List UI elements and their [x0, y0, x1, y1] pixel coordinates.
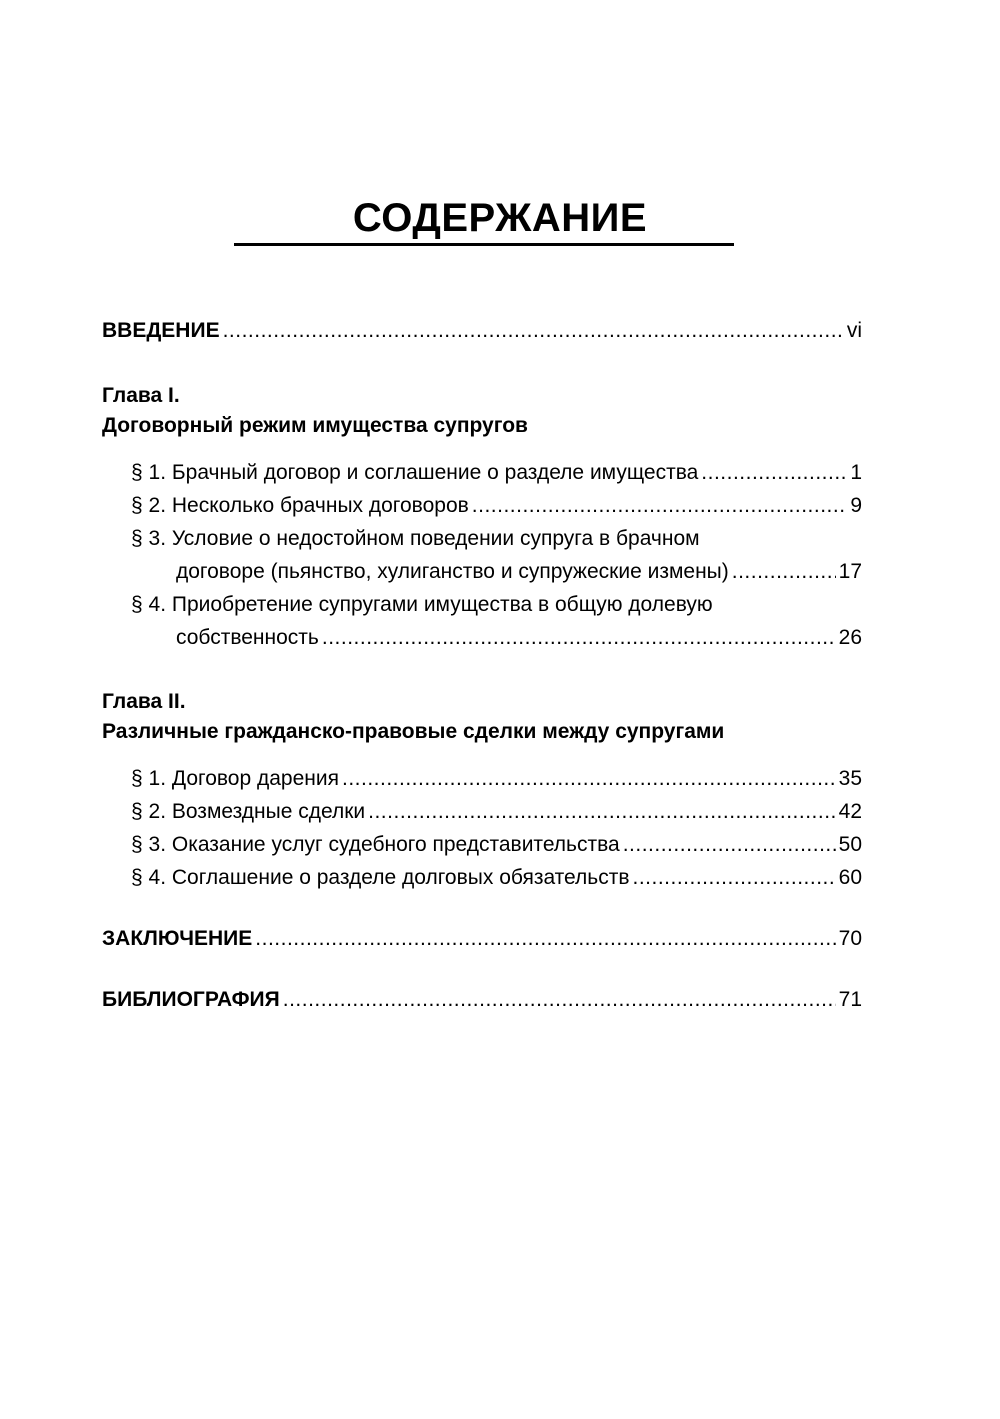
- toc-entry-ch1-s1[interactable]: [131, 458, 862, 488]
- toc-page-number: 17: [838, 560, 862, 583]
- toc-entry-ch2-s2[interactable]: [131, 797, 862, 827]
- dot-leader: [472, 491, 848, 521]
- toc-page-number: 26: [838, 626, 862, 649]
- dot-leader: [322, 623, 836, 653]
- toc-entry-label: ВВЕДЕНИЕ: [102, 319, 220, 342]
- toc-page-number: 50: [838, 833, 862, 856]
- chapter-1-title: Договорный режим имущества супругов: [102, 414, 528, 437]
- toc-entry-label: § 4. Соглашение о разделе долговых обязательств: [131, 866, 630, 889]
- dot-leader: [368, 797, 836, 827]
- dot-leader: [342, 764, 836, 794]
- chapter-1-number: Глава I.: [102, 384, 180, 407]
- title-underline: [234, 243, 734, 246]
- dot-leader: [223, 316, 844, 346]
- chapter-2-number: Глава II.: [102, 690, 186, 713]
- toc-entry-ch1-s4-line1[interactable]: § 4. Приобретение супругами имущества в общую долевую: [131, 593, 713, 616]
- toc-entry-ch1-s3-line1[interactable]: § 3. Условие о недостойном поведении супруга в брачном: [131, 527, 700, 550]
- toc-entry-ch2-s3[interactable]: [131, 830, 862, 860]
- toc-entry-ch2-s4[interactable]: [131, 863, 862, 893]
- dot-leader: [623, 830, 836, 860]
- dot-leader: [701, 458, 847, 488]
- toc-entry-label: собственность: [176, 626, 319, 649]
- toc-entry-label: § 3. Оказание услуг судебного представительства: [131, 833, 620, 856]
- toc-entry-label: БИБЛИОГРАФИЯ: [102, 988, 280, 1011]
- toc-entry-label: § 2. Возмездные сделки: [131, 800, 366, 823]
- dot-leader: [633, 863, 836, 893]
- toc-entry-conclusion[interactable]: [102, 924, 862, 954]
- toc-page-number: 1: [850, 461, 862, 484]
- toc-page-number: 60: [838, 866, 862, 889]
- toc-entry-bibliography[interactable]: [102, 985, 862, 1015]
- toc-entry-ch1-s2[interactable]: [131, 491, 862, 521]
- toc-entry-label: § 1. Договор дарения: [131, 767, 339, 790]
- toc-entry-label: § 1. Брачный договор и соглашение о разделе имущества: [131, 461, 699, 484]
- dot-leader: [732, 557, 836, 587]
- toc-entry-label: ЗАКЛЮЧЕНИЕ: [102, 927, 253, 950]
- toc-page-number: 42: [838, 800, 862, 823]
- toc-page-number: 9: [850, 494, 862, 517]
- page-title: СОДЕРЖАНИЕ: [352, 196, 648, 240]
- toc-entry-ch1-s3[interactable]: [176, 557, 862, 587]
- toc-page-number: vi: [846, 319, 862, 342]
- toc-entry-label: договоре (пьянство, хулиганство и супружеские измены): [176, 560, 729, 583]
- toc-entry-intro[interactable]: [102, 316, 862, 346]
- toc-page-number: 71: [838, 988, 862, 1011]
- dot-leader: [255, 924, 835, 954]
- toc-entry-ch1-s4[interactable]: [176, 623, 862, 653]
- toc-entry-ch2-s1[interactable]: [131, 764, 862, 794]
- dot-leader: [283, 985, 836, 1015]
- toc-entry-label: § 2. Несколько брачных договоров: [131, 494, 469, 517]
- toc-page-number: 70: [838, 927, 862, 950]
- chapter-2-title: Различные гражданско-правовые сделки между супругами: [102, 720, 725, 743]
- toc-page-number: 35: [838, 767, 862, 790]
